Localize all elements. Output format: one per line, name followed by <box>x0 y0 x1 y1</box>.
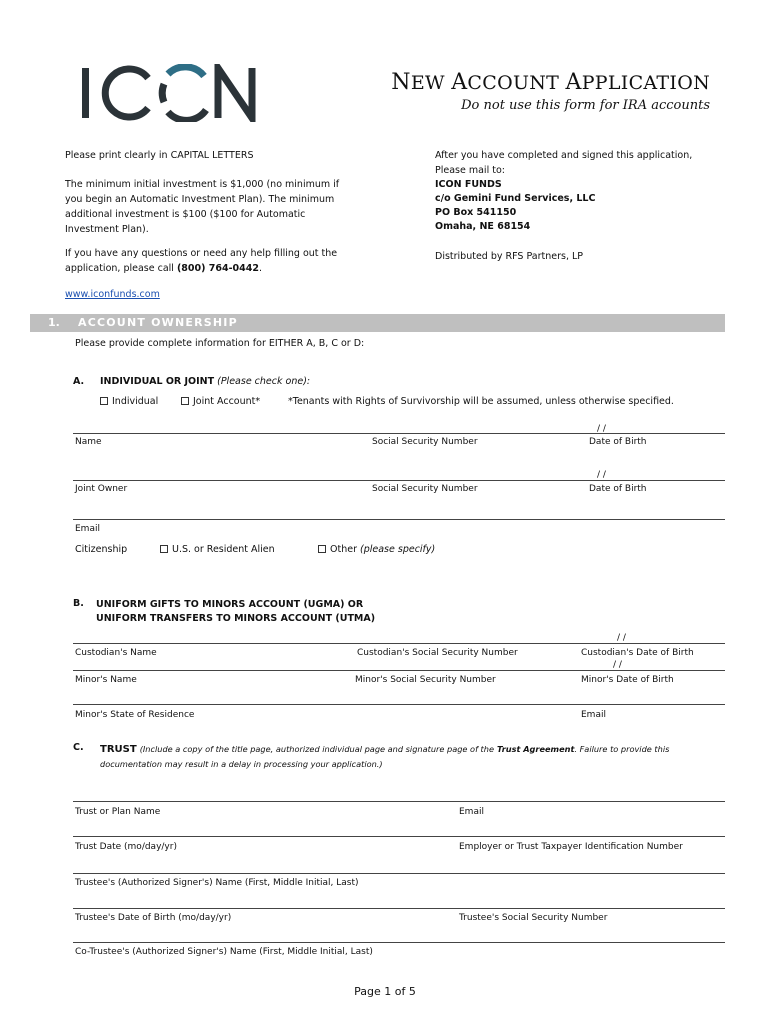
email-label: Email <box>75 524 100 534</box>
citizenship-label: Citizenship <box>75 544 128 555</box>
custodian-name-label: Custodian's Name <box>75 648 157 658</box>
icon-logo-mark <box>80 64 260 122</box>
trustee-ssn-label: Trustee's Social Security Number <box>459 913 608 923</box>
section-1-instruction: Please provide complete information for EITHER A, B, C or D: <box>75 338 365 349</box>
trust-name-field-line[interactable] <box>73 801 725 802</box>
website-link[interactable]: www.iconfunds.com <box>65 289 160 300</box>
trust-date-field-line[interactable] <box>73 836 725 837</box>
joint-account-checkbox[interactable]: Joint Account* <box>181 396 260 407</box>
trustee-name-field-line[interactable] <box>73 873 725 874</box>
section-title: ACCOUNT OWNERSHIP <box>78 316 238 329</box>
dob-label: Date of Birth <box>589 437 647 447</box>
trust-email-label: Email <box>459 807 484 817</box>
ein-label: Employer or Trust Taxpayer Identification Number <box>459 842 683 852</box>
name-field-line[interactable] <box>73 433 725 434</box>
trust-name-label: Trust or Plan Name <box>75 807 161 817</box>
checkbox-icon <box>100 397 108 405</box>
date-slashes: / / <box>597 470 606 480</box>
ssn-label: Social Security Number <box>372 437 478 447</box>
minor-email-label: Email <box>581 710 606 720</box>
icon-logo <box>80 64 260 122</box>
minor-name-label: Minor's Name <box>75 675 137 685</box>
questions-note: If you have any questions or need any help filling out the application, please call (800) 764-0442. <box>65 248 338 274</box>
custodian-dob-label: Custodian's Date of Birth <box>581 648 694 658</box>
cotrustee-name-label: Co-Trustee's (Authorized Signer's) Name (First, Middle Initial, Last) <box>75 947 373 957</box>
tenants-note: *Tenants with Rights of Survivorship will be assumed, unless otherwise specified. <box>288 396 674 407</box>
custodian-field-line[interactable] <box>73 643 725 644</box>
joint-owner-field-line[interactable] <box>73 480 725 481</box>
date-slashes: / / <box>617 633 626 643</box>
part-a-letter: A. <box>73 376 85 387</box>
minimum-investment-note: The minimum initial investment is $1,000 (no minimum if you begin an Automatic Investment Plan). The minimum additional investment is $100 ($100 for Automatic Investment Plan). <box>65 179 340 235</box>
minor-ssn-label: Minor's Social Security Number <box>355 675 496 685</box>
part-c-letter: C. <box>73 742 84 753</box>
email-field-line[interactable] <box>73 519 725 520</box>
checkbox-icon <box>160 545 168 553</box>
trustee-name-label: Trustee's (Authorized Signer's) Name (First, Middle Initial, Last) <box>75 878 359 888</box>
trustee-dob-label: Trustee's Date of Birth (mo/day/yr) <box>75 913 232 923</box>
page-number: Page 1 of 5 <box>354 985 416 998</box>
mail-instructions: After you have completed and signed this application, Please mail to: ICON FUNDS c/o Gemini Fund Services, LLC PO Box 541150 Omaha, NE 68154 <box>435 150 693 232</box>
joint-dob-label: Date of Birth <box>589 484 647 494</box>
joint-owner-label: Joint Owner <box>75 484 128 494</box>
us-resident-checkbox[interactable]: U.S. or Resident Alien <box>160 544 275 555</box>
part-a-title: INDIVIDUAL OR JOINT (Please check one): <box>100 376 311 387</box>
phone-number: (800) 764-0442 <box>176 263 259 274</box>
cotrustee-field-line[interactable] <box>73 942 725 943</box>
mail-address-line: Omaha, NE 68154 <box>435 221 531 232</box>
part-c-title: TRUST (Include a copy of the title page, authorized individual page and signature page of the Trust Agreement. Failure to provide this documentation may result in a delay in processing your application.) <box>100 744 670 769</box>
part-b-letter: B. <box>73 598 84 609</box>
custodian-ssn-label: Custodian's Social Security Number <box>357 648 518 658</box>
date-slashes: / / <box>613 660 622 670</box>
minor-state-label: Minor's State of Residence <box>75 710 195 720</box>
distributor-note: Distributed by RFS Partners, LP <box>435 251 584 262</box>
section-number: 1. <box>48 316 60 329</box>
individual-checkbox[interactable]: Individual <box>100 396 158 407</box>
name-label: Name <box>75 437 102 447</box>
date-slashes: / / <box>597 424 606 434</box>
mail-address-line: ICON FUNDS <box>435 179 502 190</box>
minor-dob-label: Minor's Date of Birth <box>581 675 674 685</box>
minor-state-field-line[interactable] <box>73 704 725 705</box>
mail-address-line: c/o Gemini Fund Services, LLC <box>435 193 596 204</box>
print-clearly-note: Please print clearly in CAPITAL LETTERS <box>65 150 254 161</box>
joint-ssn-label: Social Security Number <box>372 484 478 494</box>
trust-date-label: Trust Date (mo/day/yr) <box>75 842 177 852</box>
checkbox-icon <box>318 545 326 553</box>
section-1-header <box>30 314 725 332</box>
form-subtitle: Do not use this form for IRA accounts <box>461 98 710 113</box>
form-title: NEW ACCOUNT APPLICATION <box>391 70 710 95</box>
checkbox-icon <box>181 397 189 405</box>
minor-field-line[interactable] <box>73 670 725 671</box>
trustee-dob-field-line[interactable] <box>73 908 725 909</box>
mail-address-line: PO Box 541150 <box>435 207 517 218</box>
part-b-title: UNIFORM GIFTS TO MINORS ACCOUNT (UGMA) OR UNIFORM TRANSFERS TO MINORS ACCOUNT (UTMA) <box>96 599 376 624</box>
other-citizenship-checkbox[interactable]: Other (please specify) <box>318 544 435 555</box>
